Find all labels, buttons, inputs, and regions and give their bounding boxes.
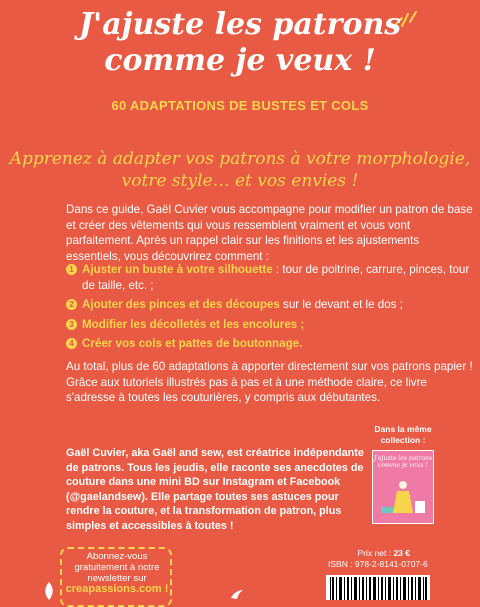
price-label bbox=[358, 548, 410, 558]
list-item-highlight: Ajuster un buste à votre silhouette bbox=[82, 263, 273, 276]
list-item-text: : tour de poitrine, carrure, pinces, tour de taille, etc. ; bbox=[82, 263, 470, 292]
book-subtitle: 60 ADAPTATIONS DE BUSTES ET COLS bbox=[111, 98, 369, 113]
number-badge: 4 bbox=[66, 338, 77, 349]
publisher-logo-icon bbox=[230, 588, 244, 600]
list-item-highlight: Ajouter des pinces et des découpes bbox=[82, 298, 280, 312]
barcode-image bbox=[326, 575, 430, 600]
tagline-line1: Apprenez à adapter vos patrons à votre morphologie, bbox=[9, 149, 471, 169]
price-value: 23 € bbox=[393, 548, 410, 558]
price-caption: Prix net : bbox=[357, 548, 392, 558]
intro-paragraph: Dans ce guide, Gaël Cuvier vous accompagne pour modifier un patron de base et créer des vêtements qui vous ressemblent vraiment et vous vont parfaitement. Après un rappel clair sur les finitions et les ajustements essentiels, vous découvrirez comment : bbox=[66, 203, 473, 263]
newsletter-link[interactable]: creapassions.com ! bbox=[65, 583, 169, 595]
list-item bbox=[66, 336, 476, 352]
outro-paragraph: Au total, plus de 60 adaptations à apporter directement sur vos patrons papier ! Grâce aux tutoriels illustrés pas à pas et à une méthode claire, ce livre s'adresse à toutes les couturières, y compris aux débutantes. bbox=[66, 360, 473, 405]
list-item bbox=[66, 317, 476, 333]
list-item-text: sur le devant et le dos ; bbox=[279, 298, 403, 312]
book-title-line1: J'ajuste les patrons bbox=[78, 7, 402, 42]
list-item bbox=[66, 297, 476, 313]
book-title-line2: comme je veux ! bbox=[104, 43, 376, 78]
thumbnail-title: J'ajuste les patrons comme je veux ! bbox=[373, 455, 432, 469]
feature-list bbox=[66, 262, 476, 356]
collection-book-thumbnail bbox=[372, 450, 434, 524]
list-item-highlight: Modifier les décolletés et les encolures ; bbox=[82, 317, 305, 331]
list-item bbox=[66, 262, 476, 293]
newsletter-caption: Abonnez-vous gratuitement à notre newsletter sur bbox=[74, 551, 160, 584]
author-bio: Gaël Cuvier, aka Gaël and sew, est créatrice indépendante de patrons. Tous les jeudis, elle raconte ses anecdotes de couture dans une mini BD sur Instagram et Facebook (@gaelandsew). Elle partage toutes ses astuces pour rendre la couture, et la transformation de patron, plus simples et accessibles à toutes ! bbox=[66, 447, 364, 532]
number-badge: 3 bbox=[66, 319, 77, 330]
number-badge: 1 bbox=[66, 264, 77, 275]
leaf-icon bbox=[44, 582, 54, 600]
newsletter-text bbox=[64, 551, 170, 595]
dress-figure-icon bbox=[373, 451, 433, 523]
number-badge: 2 bbox=[66, 299, 77, 310]
collection-label: Dans la même collection : bbox=[374, 424, 432, 445]
list-item-highlight: Créer vos cols et pattes de boutonnage. bbox=[82, 337, 303, 351]
isbn-text: ISBN : 978-2-8141-0707-6 bbox=[328, 559, 428, 569]
tagline-line2: votre style… et vos envies ! bbox=[121, 171, 359, 191]
